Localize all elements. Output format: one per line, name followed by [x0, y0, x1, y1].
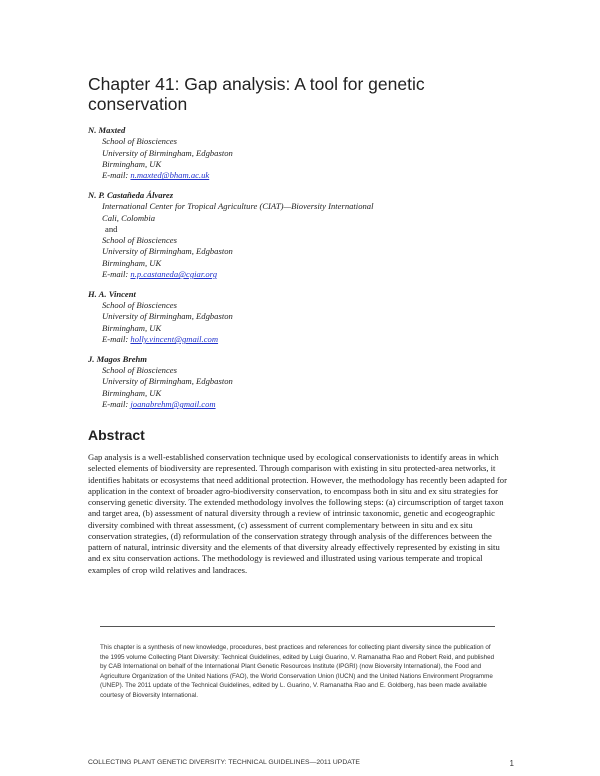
chapter-title: Chapter 41: Gap analysis: A tool for genetic conservation [88, 74, 425, 114]
email-line [88, 269, 528, 280]
email-line [88, 170, 528, 181]
affiliation-line: School of Biosciences [102, 136, 177, 147]
affiliation-line: Birmingham, UK [102, 322, 162, 333]
email-link[interactable]: joanabrehm@gmail.com [130, 399, 216, 410]
affiliation-line: Birmingham, UK [102, 158, 162, 169]
email-label: E-mail: [102, 170, 131, 181]
email-link[interactable]: holly.vincent@gmail.com [130, 334, 219, 345]
author-name: N. P. Castañeda Álvarez [88, 189, 174, 200]
affiliation-line: University of Birmingham, Edgbaston [102, 311, 233, 322]
author-block [88, 289, 528, 345]
email-line [88, 334, 528, 345]
author-list [88, 125, 528, 419]
page-footer [88, 759, 514, 766]
email-label: E-mail: [102, 334, 131, 345]
page-number: 1 [509, 759, 514, 768]
author-block [88, 190, 528, 280]
affiliation-line: Cali, Colombia [102, 212, 156, 223]
affiliation-line: School of Biosciences [102, 300, 177, 311]
affiliation-line: Birmingham, UK [102, 257, 162, 268]
email-link[interactable]: n.p.castaneda@cgiar.org [130, 269, 218, 280]
abstract-heading: Abstract [88, 427, 145, 443]
author-name: N. Maxted [88, 125, 126, 135]
email-line [88, 399, 528, 410]
affiliation-line: University of Birmingham, Edgbaston [102, 246, 233, 257]
affiliation-line: School of Biosciences [102, 235, 177, 246]
author-block [88, 125, 528, 181]
affiliation-line: University of Birmingham, Edgbaston [102, 376, 233, 387]
affiliation-line: Birmingham, UK [102, 387, 162, 398]
footer-running-title: COLLECTING PLANT GENETIC DIVERSITY: TECHNICAL GUIDELINES—2011 UPDATE [88, 759, 360, 766]
affiliation-and: and [105, 223, 118, 234]
affiliation-line: University of Birmingham, Edgbaston [102, 147, 233, 158]
email-link[interactable]: n.maxted@bham.ac.uk [130, 170, 210, 181]
abstract-text: Gap analysis is a well-established conservation technique used by ecological conservationists to identify areas in which selected elements of biodiversity are represented. Through comparison with existing in situ protected-area networks, it identifies habitats or ecosystems that need additional protection. However, the methodology has recently been adapted for application in the context of broader agro-biodiversity conservation, to encompass both in situ and ex situ strategies for conserving genetic diversity. The extended methodology involves the following steps: (a) circumscription of target taxon and target area, (b) assessment of natural diversity through a review of intrinsic taxonomic, genetic and ecogeographic diversity combined with threat assessment, (c) assessment of current complementary between in situ and ex situ conservation strategies, (d) reformulation of the conservation strategy through analysis of the differences between the pattern of natural, intrinsic diversity and the elements of that diversity already effectively represented by existing in situ and ex situ conservation actions. The methodology is reviewed and illustrated using various temperate and tropical examples of crop wild relatives and landraces. [88, 452, 507, 575]
author-block [88, 354, 528, 410]
author-name: H. A. Vincent [88, 288, 136, 299]
footnote-text: This chapter is a synthesis of new knowledge, procedures, best practices and references for collecting plant diversity since the publication of the 1995 volume Collecting Plant Diversity: Technical Guidelines, edited by Luigi Guarino, V. Ramanatha Rao and Robert Reid, and published by CAB International on behalf of the International Plant Genetic Resources Institute (IPGRI) (now Bioversity International), the Food and Agriculture Organization of the United Nations (FAO), the World Conservation Union (IUCN) and the United Nations Environment Programme (UNEP). The 2011 update of the Technical Guidelines, edited by L. Guarino, V. Ramanatha Rao and E. Goldberg, has been made available courtesy of Bioversity International. [100, 644, 495, 699]
affiliation-line: School of Biosciences [102, 365, 177, 376]
affiliation-line: International Center for Tropical Agriculture (CIAT)—Bioversity International [102, 201, 374, 212]
email-label: E-mail: [102, 269, 131, 280]
footnote-divider [100, 626, 495, 627]
author-name: J. Magos Brehm [88, 353, 147, 364]
email-label: E-mail: [102, 399, 131, 410]
